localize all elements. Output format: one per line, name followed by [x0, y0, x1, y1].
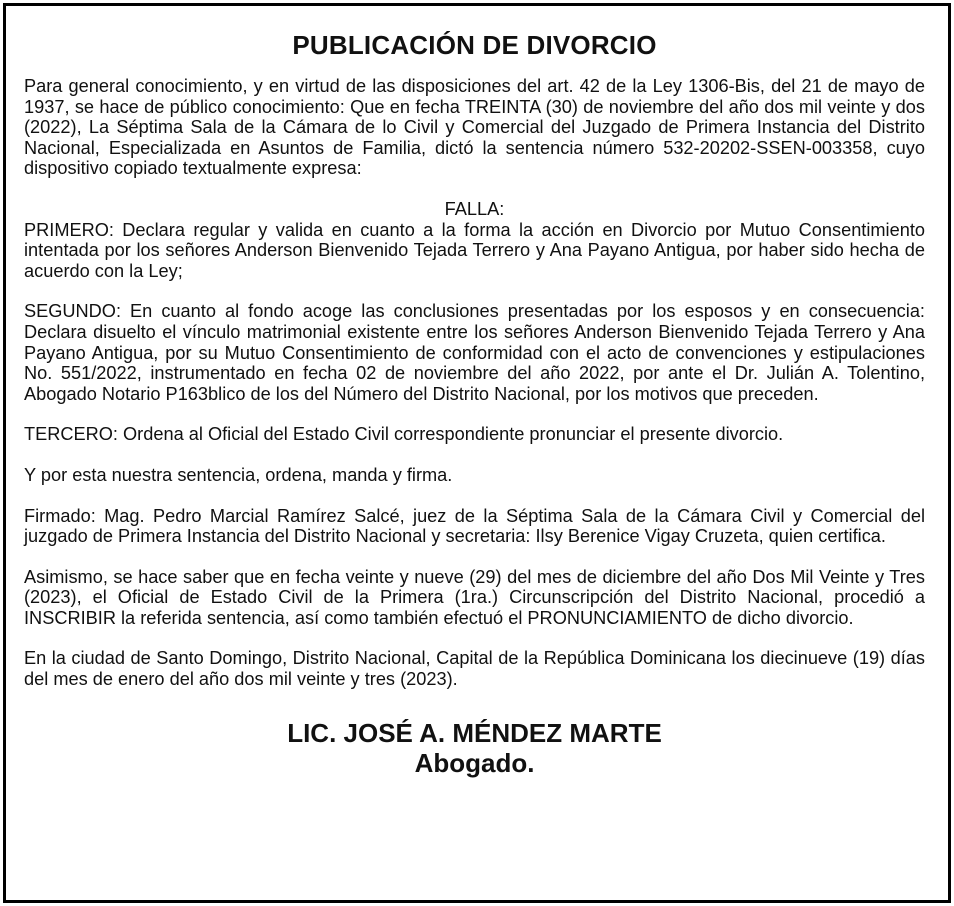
- closing-paragraph: Y por esta nuestra sentencia, ordena, manda y firma.: [24, 464, 453, 485]
- falla-heading: FALLA:: [444, 198, 505, 219]
- signature-name: LIC. JOSÉ A. MÉNDEZ MARTE: [287, 717, 662, 748]
- notice-title: PUBLICACIÓN DE DIVORCIO: [292, 30, 657, 60]
- primero-paragraph: PRIMERO: Declara regular y valida en cuanto a la forma la acción en Divorcio por Mutuo Consentimiento intentada por los señores Anderson Bienvenido Tejada Terrero y Ana Payano Antigua, por haber sido hecha de acuerdo con la Ley;: [24, 219, 925, 281]
- asimismo-paragraph: Asimismo, se hace saber que en fecha veinte y nueve (29) del mes de diciembre del año Dos Mil Veinte y Tres (2023), el Oficial de Estado Civil de la Primera (1ra.) Circunscripción del Distrito Nacional, procedió a INSCRIBIR la referida sentencia, así como también efectuó el PRONUNCIAMIENTO de dicho divorcio.: [24, 566, 925, 628]
- ciudad-paragraph: En la ciudad de Santo Domingo, Distrito Nacional, Capital de la República Dominicana los diecinueve (19) días del mes de enero del año dos mil veinte y tres (2023).: [24, 648, 925, 690]
- intro-paragraph: Para general conocimiento, y en virtud de las disposiciones del art. 42 de la Ley 1306-Bis, del 21 de mayo de 1937, se hace de público conocimiento: Que en fecha TREINTA (30) de noviembre del año dos mil veinte y dos (2022), La Séptima Sala de la Cámara de lo Civil y Comercial del Juzgado de Primera Instancia del Distrito Nacional, Especializada en Asuntos de Familia, dictó la sentencia número 532-20202-SSEN-003358, cuyo dispositivo copiado textualmente expresa:: [24, 76, 925, 179]
- signature-role: Abogado.: [414, 747, 535, 778]
- firmado-paragraph: Firmado: Mag. Pedro Marcial Ramírez Salcé, juez de la Séptima Sala de la Cámara Civil y Comercial del juzgado de Primera Instancia del Distrito Nacional y secretaria: Ilsy Berenice Vigay Cruzeta, quien certifica.: [24, 505, 925, 547]
- divorce-notice: [3, 3, 951, 903]
- tercero-paragraph: TERCERO: Ordena al Oficial del Estado Civil correspondiente pronunciar el presente divorcio.: [24, 424, 784, 445]
- segundo-paragraph: SEGUNDO: En cuanto al fondo acoge las conclusiones presentadas por los esposos y en consecuencia: Declara disuelto el vínculo matrimonial existente entre los señores Anderson Bienvenido Tejada Terrero y Ana Payano Antigua, por su Mutuo Consentimiento de conformidad con el acto de convenciones y estipulaciones No. 551/2022, instrumentado en fecha 02 de noviembre del año 2022, por ante el Dr. Julián A. Tolentino, Abogado Notario P163blico de los del Número del Distrito Nacional, por los motivos que preceden.: [24, 301, 925, 404]
